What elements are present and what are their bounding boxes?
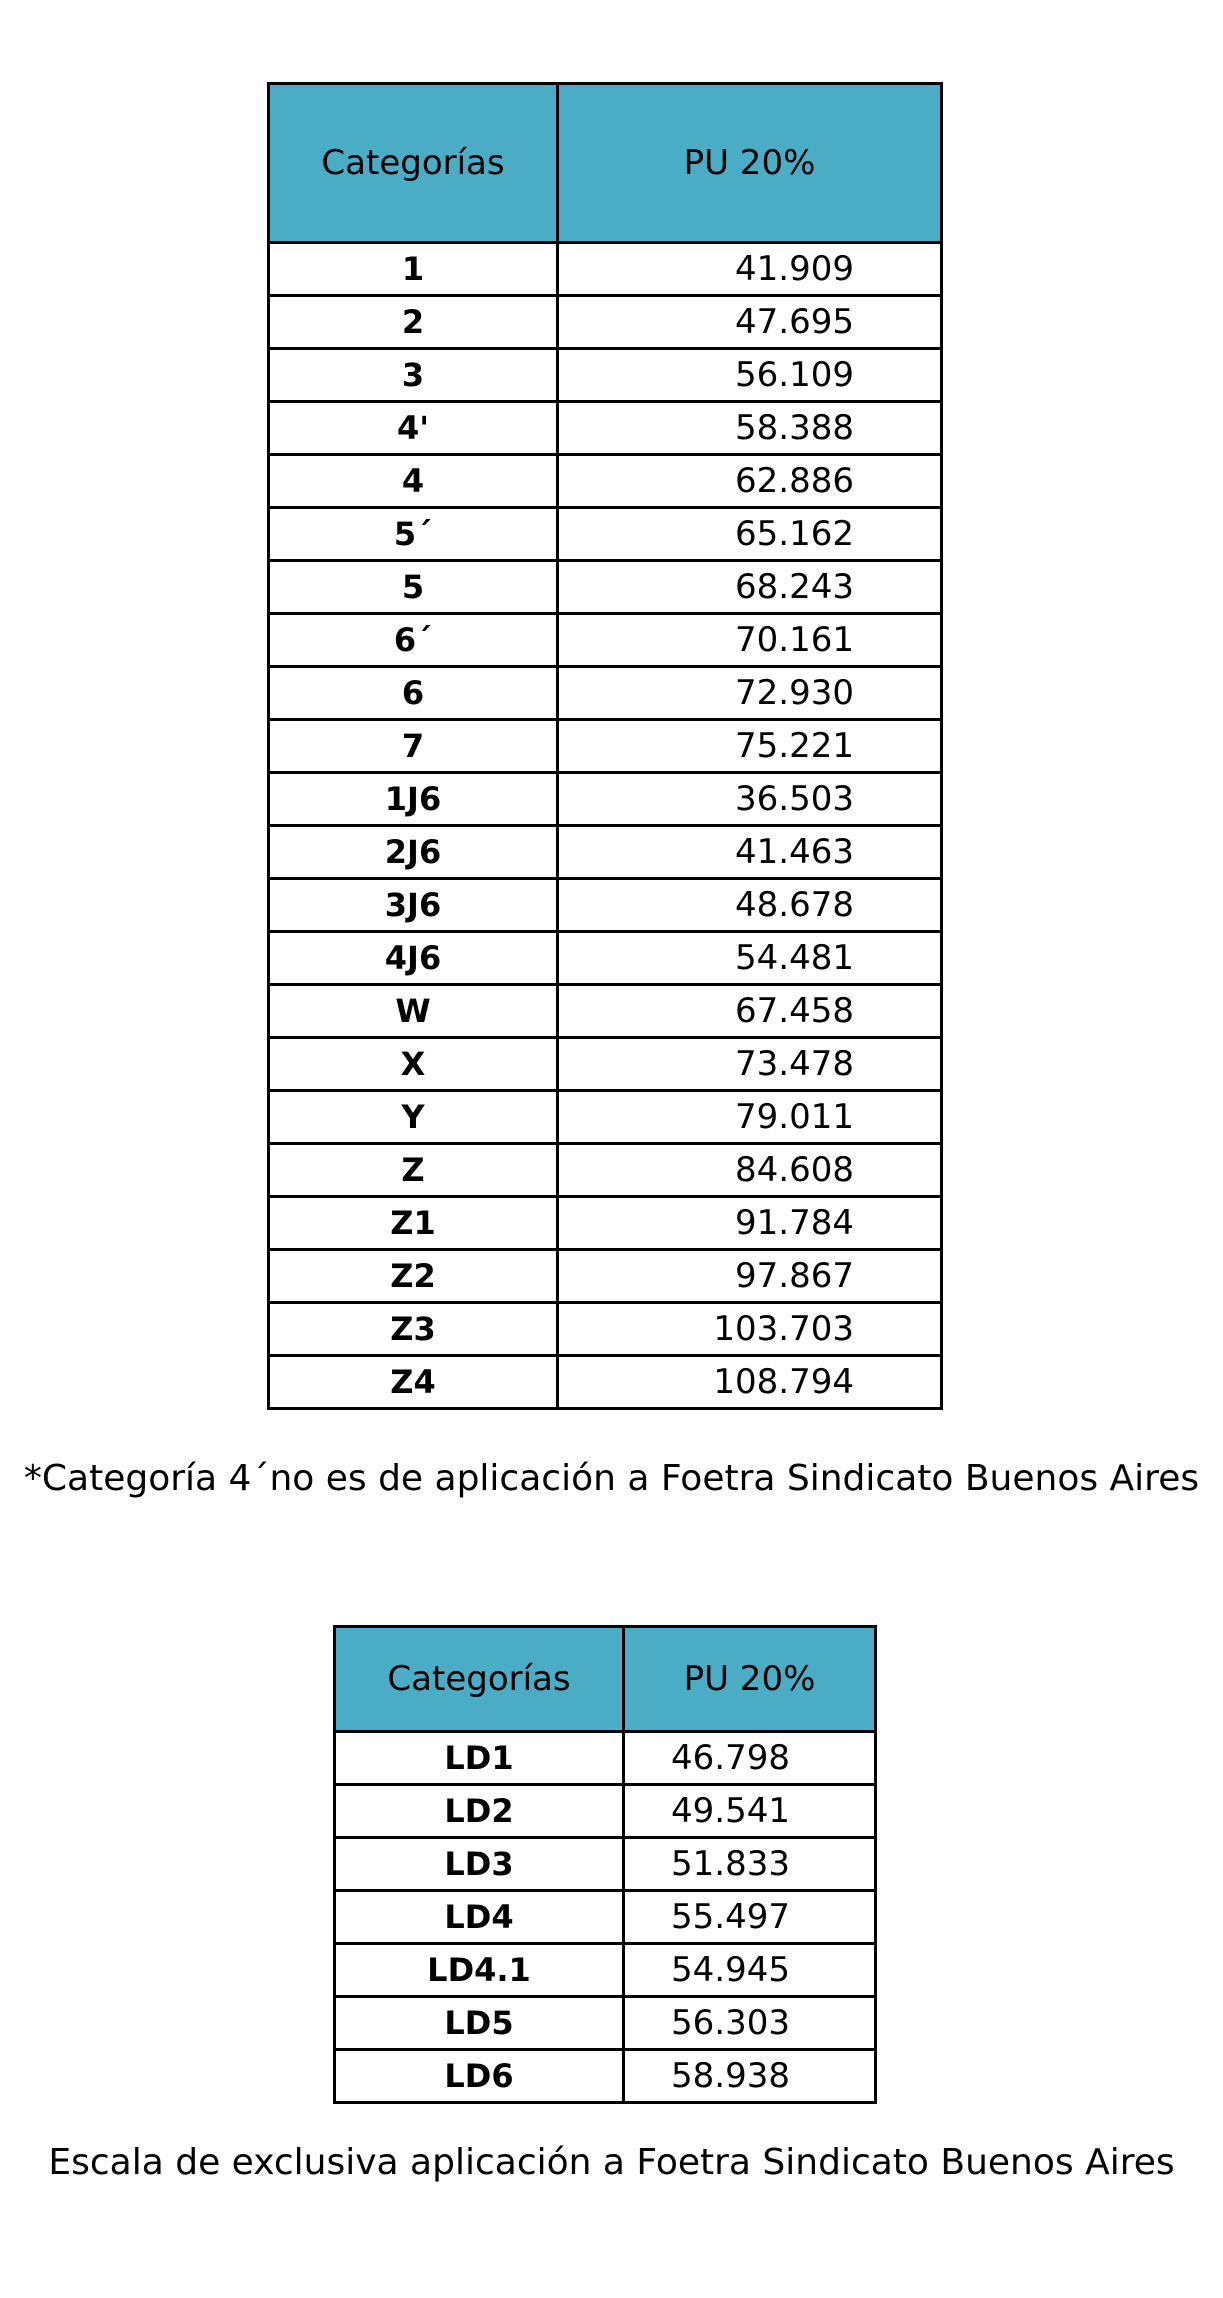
table-row xyxy=(269,1250,942,1303)
table-row xyxy=(335,1732,876,1785)
value-cell: 54.945 xyxy=(624,1944,876,1997)
category-cell: Z4 xyxy=(269,1356,558,1409)
value-cell: 73.478 xyxy=(558,1038,942,1091)
value-cell: 62.886 xyxy=(558,455,942,508)
value-cell: 58.938 xyxy=(624,2050,876,2103)
category-cell: LD5 xyxy=(335,1997,624,2050)
table-row xyxy=(269,1356,942,1409)
table-row xyxy=(269,1197,942,1250)
header-categorias: Categorías xyxy=(269,84,558,243)
value-cell: 103.703 xyxy=(558,1303,942,1356)
category-cell: 1J6 xyxy=(269,773,558,826)
table-row xyxy=(269,826,942,879)
category-cell: LD1 xyxy=(335,1732,624,1785)
note-exclusive-scale: Escala de exclusiva aplicación a Foetra Sindicato Buenos Aires xyxy=(48,2142,1175,2183)
value-cell: 70.161 xyxy=(558,614,942,667)
table-row xyxy=(269,1091,942,1144)
value-cell: 58.388 xyxy=(558,402,942,455)
category-cell: 2 xyxy=(269,296,558,349)
value-cell: 68.243 xyxy=(558,561,942,614)
category-cell: LD2 xyxy=(335,1785,624,1838)
value-cell: 36.503 xyxy=(558,773,942,826)
value-cell: 56.109 xyxy=(558,349,942,402)
table-row xyxy=(335,1785,876,1838)
value-cell: 75.221 xyxy=(558,720,942,773)
category-cell: W xyxy=(269,985,558,1038)
value-cell: 48.678 xyxy=(558,879,942,932)
value-cell: 84.608 xyxy=(558,1144,942,1197)
table-row xyxy=(269,667,942,720)
value-cell: 97.867 xyxy=(558,1250,942,1303)
table-row xyxy=(269,349,942,402)
table-row xyxy=(269,614,942,667)
value-cell: 41.909 xyxy=(558,243,942,296)
category-cell: LD4.1 xyxy=(335,1944,624,1997)
table-row xyxy=(269,773,942,826)
value-cell: 49.541 xyxy=(624,1785,876,1838)
category-cell: 3J6 xyxy=(269,879,558,932)
table-row xyxy=(269,1303,942,1356)
table-row xyxy=(269,985,942,1038)
category-cell: 4 xyxy=(269,455,558,508)
value-cell: 65.162 xyxy=(558,508,942,561)
category-cell: Z3 xyxy=(269,1303,558,1356)
value-cell: 47.695 xyxy=(558,296,942,349)
value-cell: 72.930 xyxy=(558,667,942,720)
category-cell: 6´ xyxy=(269,614,558,667)
category-cell: 3 xyxy=(269,349,558,402)
category-cell: Z1 xyxy=(269,1197,558,1250)
table-row xyxy=(269,720,942,773)
category-cell: 6 xyxy=(269,667,558,720)
category-cell: 5 xyxy=(269,561,558,614)
table-row xyxy=(269,932,942,985)
category-cell: Y xyxy=(269,1091,558,1144)
table-row xyxy=(269,402,942,455)
value-cell: 91.784 xyxy=(558,1197,942,1250)
header-pu-20: PU 20% xyxy=(558,84,942,243)
table-row xyxy=(269,561,942,614)
category-cell: 5´ xyxy=(269,508,558,561)
table-row xyxy=(335,1891,876,1944)
category-cell: LD6 xyxy=(335,2050,624,2103)
category-cell: 1 xyxy=(269,243,558,296)
value-cell: 56.303 xyxy=(624,1997,876,2050)
category-cell: Z2 xyxy=(269,1250,558,1303)
category-cell: 4J6 xyxy=(269,932,558,985)
category-cell: 7 xyxy=(269,720,558,773)
table-row xyxy=(269,243,942,296)
salary-table-ld xyxy=(333,1625,877,2104)
value-cell: 67.458 xyxy=(558,985,942,1038)
table-row xyxy=(269,1144,942,1197)
category-cell: 4' xyxy=(269,402,558,455)
category-cell: LD3 xyxy=(335,1838,624,1891)
category-cell: Z xyxy=(269,1144,558,1197)
value-cell: 79.011 xyxy=(558,1091,942,1144)
table-row xyxy=(269,296,942,349)
note-category-4: *Categoría 4´no es de aplicación a Foetra Sindicato Buenos Aires xyxy=(23,1458,1200,1499)
table-row xyxy=(335,2050,876,2103)
header-pu-20: PU 20% xyxy=(624,1627,876,1732)
table-row xyxy=(269,455,942,508)
table-row xyxy=(335,1997,876,2050)
table-row xyxy=(269,1038,942,1091)
table-header-row xyxy=(269,84,942,243)
value-cell: 46.798 xyxy=(624,1732,876,1785)
value-cell: 55.497 xyxy=(624,1891,876,1944)
value-cell: 54.481 xyxy=(558,932,942,985)
table-row xyxy=(335,1944,876,1997)
category-cell: X xyxy=(269,1038,558,1091)
value-cell: 51.833 xyxy=(624,1838,876,1891)
header-categorias: Categorías xyxy=(335,1627,624,1732)
table-row xyxy=(335,1838,876,1891)
table-row xyxy=(269,879,942,932)
value-cell: 108.794 xyxy=(558,1356,942,1409)
table-row xyxy=(269,508,942,561)
table-header-row xyxy=(335,1627,876,1732)
category-cell: 2J6 xyxy=(269,826,558,879)
salary-table-general xyxy=(267,82,943,1410)
value-cell: 41.463 xyxy=(558,826,942,879)
category-cell: LD4 xyxy=(335,1891,624,1944)
